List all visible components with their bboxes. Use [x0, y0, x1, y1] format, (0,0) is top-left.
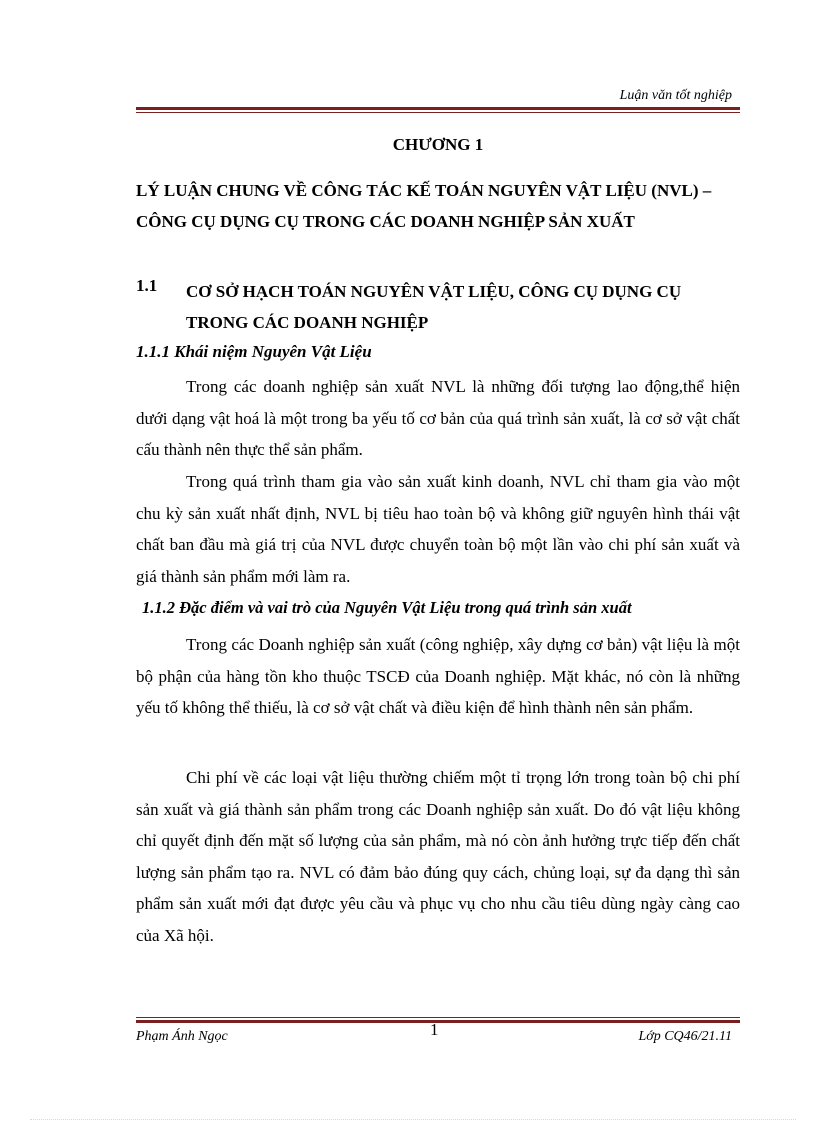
paragraph: Trong các Doanh nghiệp sản xuất (công nghiệp, xây dựng cơ bản) vật liệu là một bộ phận của hàng tồn kho thuộc TSCĐ của Doanh nghiệp. Mặt khác, nó còn là những yếu tố không thể thiếu, là cơ sở vật chất và điều kiện để hình thành nên sản phẩm. [136, 635, 740, 717]
paragraph: Chi phí về các loại vật liệu thường chiếm một tỉ trọng lớn trong toàn bộ chi phí sản xuất và giá thành sản phẩm trong các Doanh nghiệp sản xuất. Do đó vật liệu không chỉ quyết định đến mặt số lượng của sản phẩm, mà nó còn ảnh hưởng trực tiếp đến chất lượng sản phẩm tạo ra. NVL có đảm bảo đúng quy cách, chủng loại, sự đa dạng thì sản phẩm sản xuất mới đạt được yêu cầu và phục vụ cho nhu cầu tiêu dùng ngày càng cao của Xã hội. [136, 768, 740, 945]
section-title: CƠ SỞ HẠCH TOÁN NGUYÊN VẬT LIỆU, CÔNG CỤ DỤNG CỤ TRONG CÁC DOANH NGHIỆP [186, 282, 682, 332]
chapter-label: CHƯƠNG 1 [392, 135, 484, 154]
chapter-title: LÝ LUẬN CHUNG VỀ CÔNG TÁC KẾ TOÁN NGUYÊN VẬT LIỆU (NVL) – CÔNG CỤ DỤNG CỤ TRONG CÁC DOANH NGHIỆP SẢN XUẤT [136, 181, 712, 231]
page-number: 1 [430, 1020, 439, 1039]
paragraph: Trong các doanh nghiệp sản xuất NVL là những đối tượng lao động,thể hiện dưới dạng vật hoá là một trong ba yếu tố cơ bản của quá trình sản xuất, là cơ sở vật chất cấu thành nên thực thể sản phẩm. [136, 377, 740, 459]
subsection-heading-1: 1.1.1 Khái niệm Nguyên Vật Liệu [136, 342, 372, 361]
running-header: Luận văn tốt nghiệp [619, 88, 732, 103]
subsection-heading-2: 1.1.2 Đặc điểm và vai trò của Nguyên Vật Liệu trong quá trình sản xuất [142, 598, 632, 617]
page-edge-divider [30, 1119, 796, 1120]
section-number: 1.1 [136, 276, 158, 295]
paragraph: Trong quá trình tham gia vào sản xuất kinh doanh, NVL chỉ tham gia vào một chu kỳ sản xuất nhất định, NVL bị tiêu hao toàn bộ và không giữ nguyên hình thái vật chất ban đầu mà giá trị của NVL được chuyển toàn bộ một lần vào chi phí sản xuất và giá thành sản phẩm mới làm ra. [136, 472, 740, 586]
footer-class: Lớp CQ46/21.11 [638, 1029, 732, 1044]
footer-author: Phạm Ánh Ngọc [136, 1029, 228, 1044]
header-rule [136, 107, 740, 113]
